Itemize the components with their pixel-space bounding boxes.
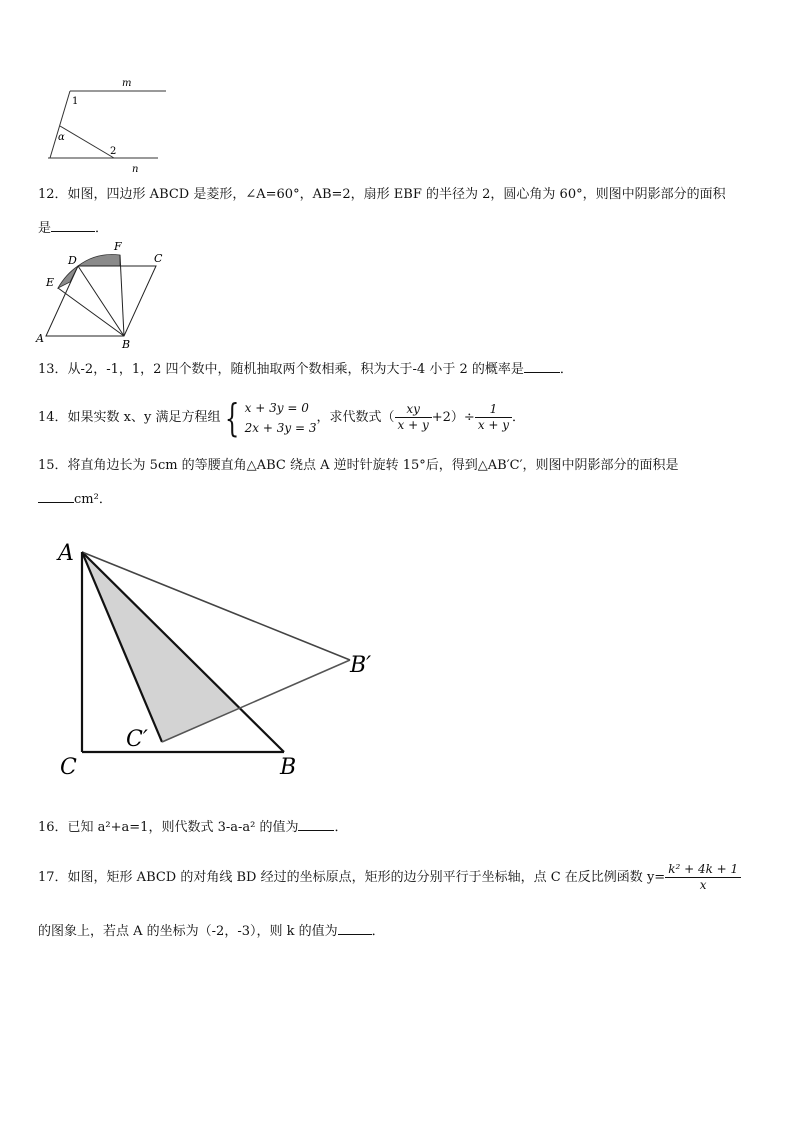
- question-12-line2: [38, 217, 108, 239]
- frac-num: k² + 4k + 1: [665, 862, 741, 878]
- question-13: [38, 358, 573, 380]
- label-b: B: [280, 755, 297, 780]
- label-f: F: [114, 240, 122, 253]
- segment-to-2: [60, 126, 117, 158]
- answer-blank-12[interactable]: [51, 217, 95, 232]
- answer-blank-17[interactable]: [338, 920, 372, 935]
- segment-be: [58, 288, 124, 336]
- question-17-text: 17．如图，矩形 ABCD 的对角线 BD 经过的坐标原点，矩形的边分别平行于坐标轴，点 C 在反比例函数 y=: [38, 870, 666, 885]
- question-17-line1: [38, 856, 741, 900]
- question-16: [38, 816, 348, 838]
- label-d: D: [68, 254, 77, 267]
- fraction-one-over-sum: [475, 402, 512, 433]
- label-m: m: [122, 78, 132, 89]
- label-e: E: [46, 276, 55, 289]
- equation-1: x + 3y = 0: [244, 400, 309, 415]
- system-brace: {: [225, 395, 240, 440]
- question-12-line1: [38, 185, 726, 205]
- label-c-prime: C′: [126, 727, 148, 752]
- answer-blank-13[interactable]: [524, 358, 560, 373]
- q16-text: 16．已知 a²+a=1，则代数式 3-a-a² 的值为: [38, 820, 299, 835]
- shaded-region-top: [78, 254, 120, 266]
- label-b-prime: B′: [350, 653, 372, 678]
- equation-system: [245, 398, 317, 438]
- fraction-xy-over-sum: [395, 402, 432, 433]
- label-c: C: [60, 755, 77, 780]
- figure-parallel-lines: [44, 74, 174, 174]
- figure-rhombus: [34, 240, 174, 350]
- frac2-den: x + y: [477, 418, 510, 432]
- q17-pre: 的图象上，若点 A 的坐标为（-2，-3），则 k 的值为: [38, 924, 338, 939]
- fraction-k-over-x: [665, 862, 741, 893]
- label-1: 1: [72, 96, 79, 107]
- q14-plus: +2）÷: [431, 410, 475, 425]
- frac1-num: xy: [395, 402, 432, 418]
- shaded-overlap: [82, 552, 238, 742]
- shaded-region-left: [58, 266, 78, 288]
- q13-text: 13．从-2，-1，1，2 四个数中，随机抽取两个数相乘，积为大于-4 小于 2 的概率是: [38, 362, 524, 377]
- answer-blank-15[interactable]: [38, 488, 74, 503]
- q16-post: ．: [334, 820, 348, 835]
- label-n: n: [132, 164, 139, 174]
- q14-mid: ，求代数式（: [316, 410, 395, 425]
- segment-bd: [78, 266, 124, 336]
- label-a: A: [58, 541, 74, 566]
- question-15-text: 15．将直角边长为 5cm 的等腰直角△ABC 绕点 A 逆时针旋转 15°后，得到△AB′C′，则图中阴影部分的面积是: [38, 458, 679, 473]
- q12-post: ．: [95, 221, 109, 236]
- q12-pre: 是: [38, 221, 52, 236]
- q15-post: cm²．: [74, 492, 112, 507]
- frac1-den: x + y: [397, 418, 429, 432]
- label-2: 2: [110, 146, 117, 157]
- question-17-line2: [38, 920, 385, 942]
- question-14: [38, 396, 525, 440]
- answer-blank-16[interactable]: [298, 816, 334, 831]
- question-15-line2: [38, 488, 112, 510]
- frac-den: x: [699, 878, 707, 892]
- label-c: C: [154, 252, 163, 265]
- segment-bf: [120, 255, 124, 336]
- question-12-text: 12．如图，四边形 ABCD 是菱形，∠A=60°，AB=2，扇形 EBF 的半径为 2，圆心角为 60°，则图中阴影部分的面积: [38, 187, 726, 202]
- transversal: [50, 91, 70, 158]
- figure-rotated-triangle: [52, 530, 392, 790]
- label-b: B: [122, 338, 131, 350]
- q14-text: 14．如果实数 x、y 满足方程组: [38, 410, 221, 425]
- q13-post: ．: [559, 362, 573, 377]
- label-alpha: α: [58, 132, 65, 143]
- frac2-num: 1: [475, 402, 512, 418]
- q17-post: ．: [371, 924, 385, 939]
- equation-2: 2x + 3y = 3: [244, 420, 317, 435]
- question-15-line1: [38, 456, 679, 476]
- q14-post: ．: [512, 410, 526, 425]
- label-a: A: [36, 332, 44, 345]
